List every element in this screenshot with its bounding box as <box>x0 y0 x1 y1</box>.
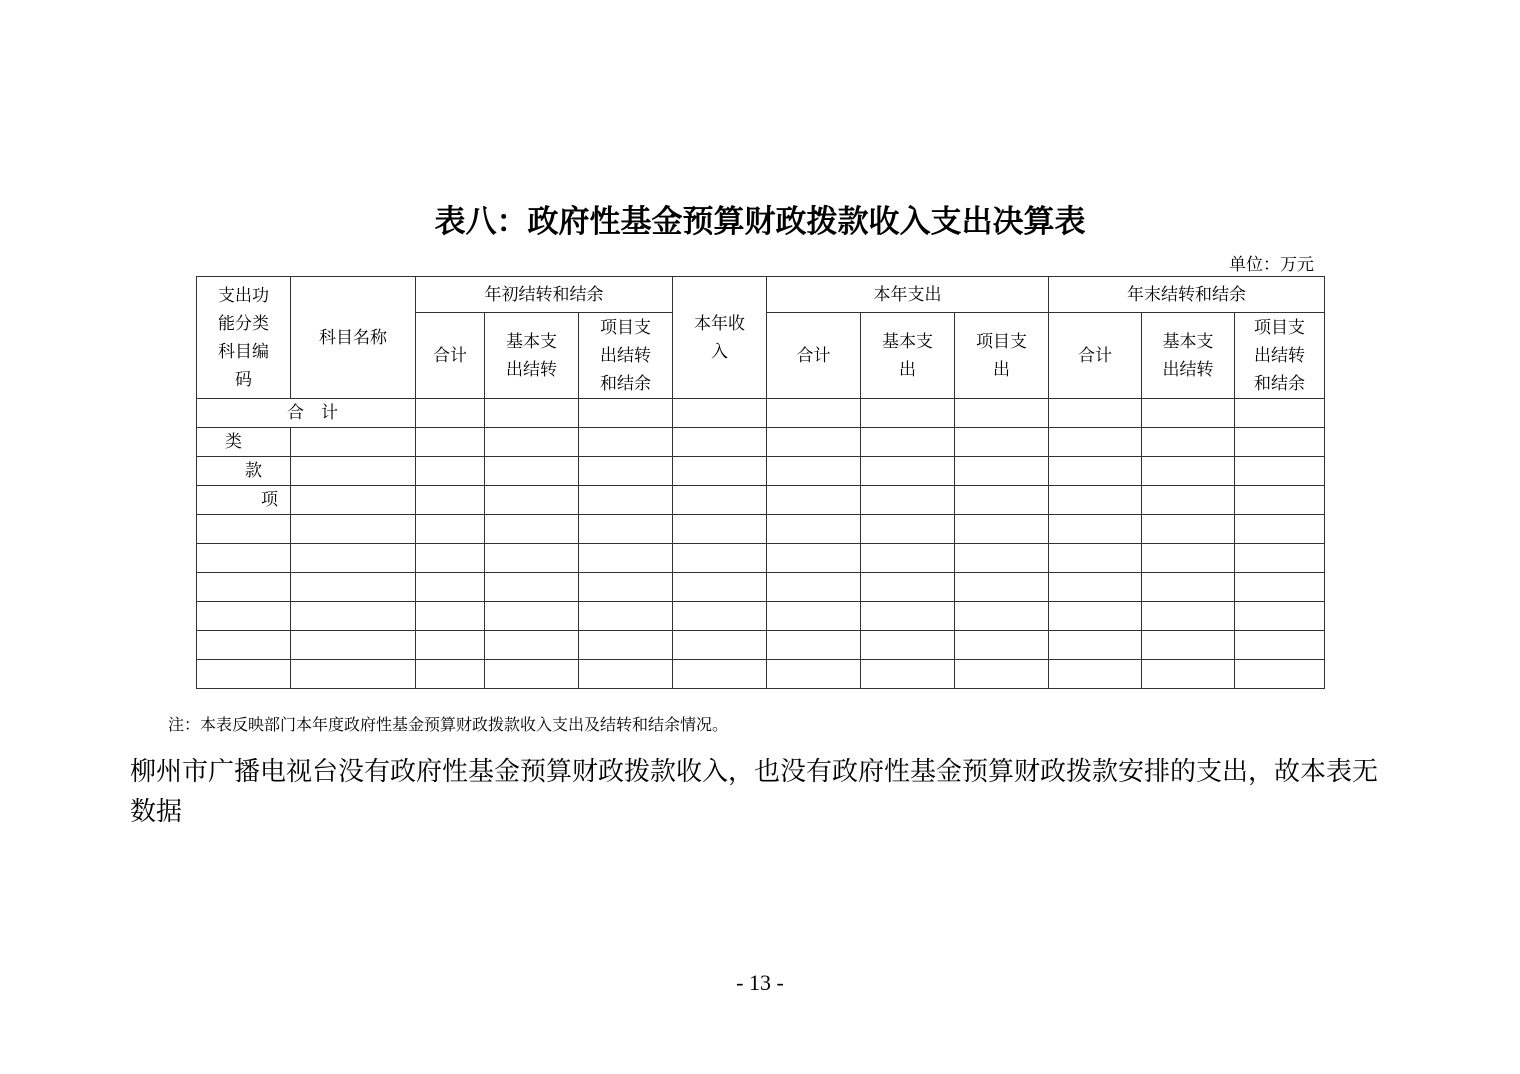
table-row-total <box>197 399 1325 428</box>
header-begin-total: 合计 <box>416 313 485 399</box>
header-end-project: 项目支出结转和结余 <box>1235 313 1325 399</box>
table-row <box>197 573 1325 602</box>
header-end-basic: 基本支出结转 <box>1142 313 1235 399</box>
header-end-total: 合计 <box>1049 313 1142 399</box>
row-lei-label: 类 <box>197 428 291 457</box>
table-row <box>197 660 1325 689</box>
table-row <box>197 602 1325 631</box>
row-total-label: 合 计 <box>197 399 416 428</box>
table-row <box>197 515 1325 544</box>
table-row-kuan <box>197 457 1325 486</box>
row-kuan-label: 款 <box>197 457 291 486</box>
header-row-1 <box>197 277 1325 313</box>
table-note: 注：本表反映部门本年度政府性基金预算财政拨款收入支出及结转和结余情况。 <box>168 715 729 734</box>
table-row <box>197 631 1325 660</box>
budget-table <box>196 276 1325 689</box>
header-begin-group: 年初结转和结余 <box>416 277 673 313</box>
header-name: 科目名称 <box>291 277 416 399</box>
header-begin-basic: 基本支出结转 <box>485 313 579 399</box>
no-data-statement: 柳州市广播电视台没有政府性基金预算财政拨款收入，也没有政府性基金预算财政拨款安排的支出，故本表无数据 <box>130 757 1379 827</box>
header-end-group: 年末结转和结余 <box>1049 277 1325 313</box>
header-code: 支出功能分类科目编码 <box>197 277 291 399</box>
header-begin-project: 项目支出结转和结余 <box>579 313 673 399</box>
header-income: 本年收入 <box>673 277 767 399</box>
header-spend-basic: 基本支出 <box>861 313 955 399</box>
table-row <box>197 544 1325 573</box>
header-spend-total: 合计 <box>767 313 861 399</box>
table-row-xiang <box>197 486 1325 515</box>
unit-label: 单位：万元 <box>1229 255 1314 275</box>
header-spend-group: 本年支出 <box>767 277 1049 313</box>
table-row-lei <box>197 428 1325 457</box>
header-spend-project: 项目支出 <box>955 313 1049 399</box>
page-number: - 13 - <box>736 970 784 995</box>
page-title: 表八：政府性基金预算财政拨款收入支出决算表 <box>434 204 1086 240</box>
row-xiang-label: 项 <box>197 486 291 515</box>
